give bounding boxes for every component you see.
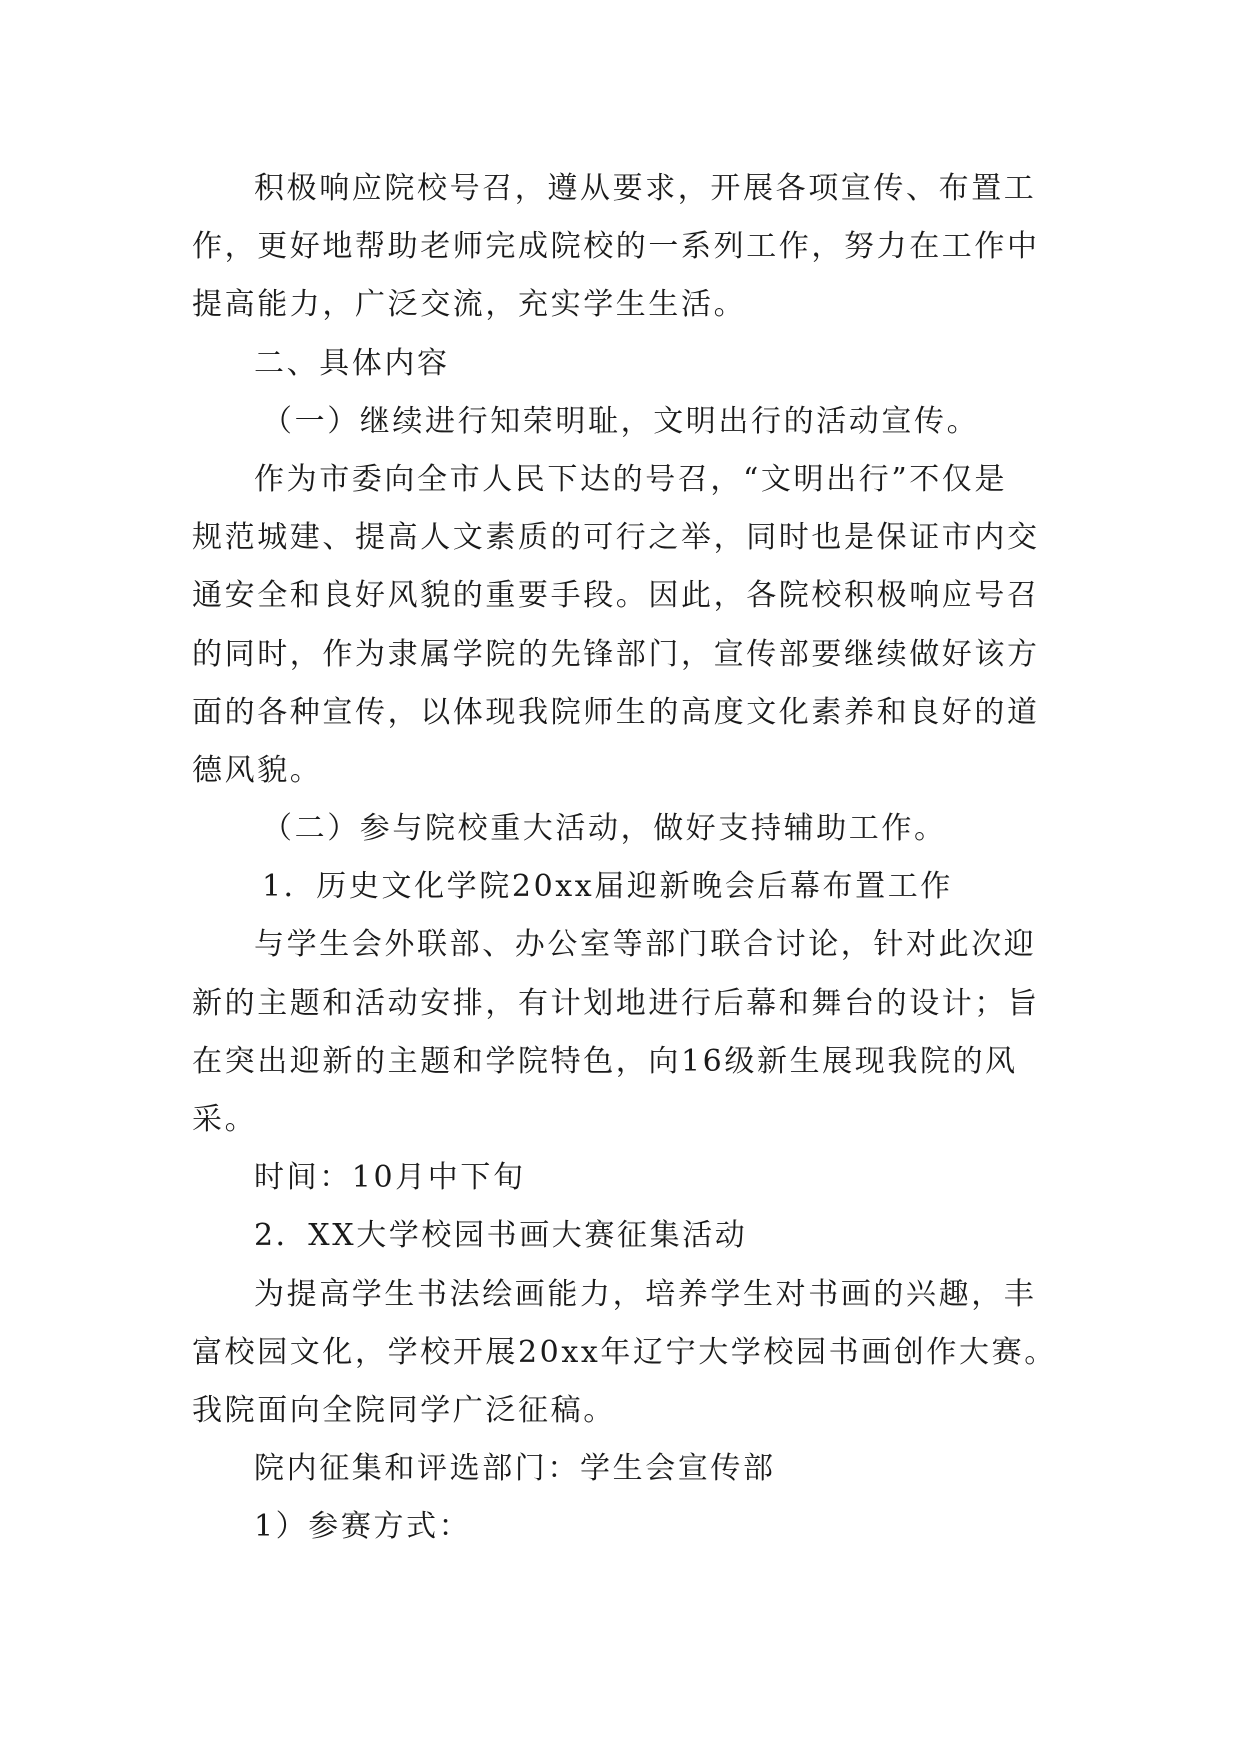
text-line: 面的各种宣传，以体现我院师生的高度文化素养和良好的道 bbox=[192, 694, 1040, 730]
text-line: 在突出迎新的主题和学院特色，向16级新生展现我院的风 bbox=[192, 1043, 1018, 1079]
text-line: 为提高学生书法绘画能力，培养学生对书画的兴趣，丰 bbox=[254, 1276, 1037, 1312]
text-line: 新的主题和活动安排，有计划地进行后幕和舞台的设计；旨 bbox=[192, 985, 1040, 1021]
text-line: 积极响应院校号召，遵从要求，开展各项宣传、布置工 bbox=[254, 171, 1037, 206]
text-line: 的同时，作为隶属学院的先锋部门，宣传部要继续做好该方 bbox=[192, 636, 1040, 672]
text-line: 采。 bbox=[192, 1102, 258, 1137]
text-line: 提高能力，广泛交流，充实学生生活。 bbox=[192, 287, 747, 323]
text-line: 富校园文化，学校开展20xx年辽宁大学校园书画创作大赛。 bbox=[192, 1334, 1057, 1370]
section-heading: 二、具体内容 bbox=[254, 345, 450, 381]
text-line: 规范城建、提高人文素质的可行之举，同时也是保证市内交 bbox=[192, 520, 1040, 556]
text-line: 我院面向全院同学广泛征稿。 bbox=[192, 1392, 616, 1428]
document-body bbox=[192, 160, 1064, 1557]
text-line: 与学生会外联部、办公室等部门联合讨论，针对此次迎 bbox=[254, 927, 1037, 963]
entry-method-line: 1）参赛方式： bbox=[254, 1509, 472, 1545]
item-heading: 1．历史文化学院20xx届迎新晚会后幕布置工作 bbox=[262, 869, 953, 905]
text-line: 德风貌。 bbox=[192, 752, 323, 788]
text-line: 作为市委向全市人民下达的号召，“文明出行”不仅是 bbox=[254, 461, 1008, 497]
subsection-heading: （二）参与院校重大活动，做好支持辅助工作。 bbox=[262, 811, 947, 847]
text-line: 作，更好地帮助老师完成院校的一系列工作，努力在工作中 bbox=[192, 229, 1040, 265]
subsection-heading: （一）继续进行知荣明耻，文明出行的活动宣传。 bbox=[262, 403, 980, 439]
time-line: 时间：10月中下旬 bbox=[254, 1160, 526, 1196]
department-line: 院内征集和评选部门：学生会宣传部 bbox=[254, 1451, 776, 1487]
text-line: 通安全和良好风貌的重要手段。因此，各院校积极响应号召 bbox=[192, 578, 1040, 614]
item-heading: 2．XX大学校园书画大赛征集活动 bbox=[254, 1218, 748, 1254]
